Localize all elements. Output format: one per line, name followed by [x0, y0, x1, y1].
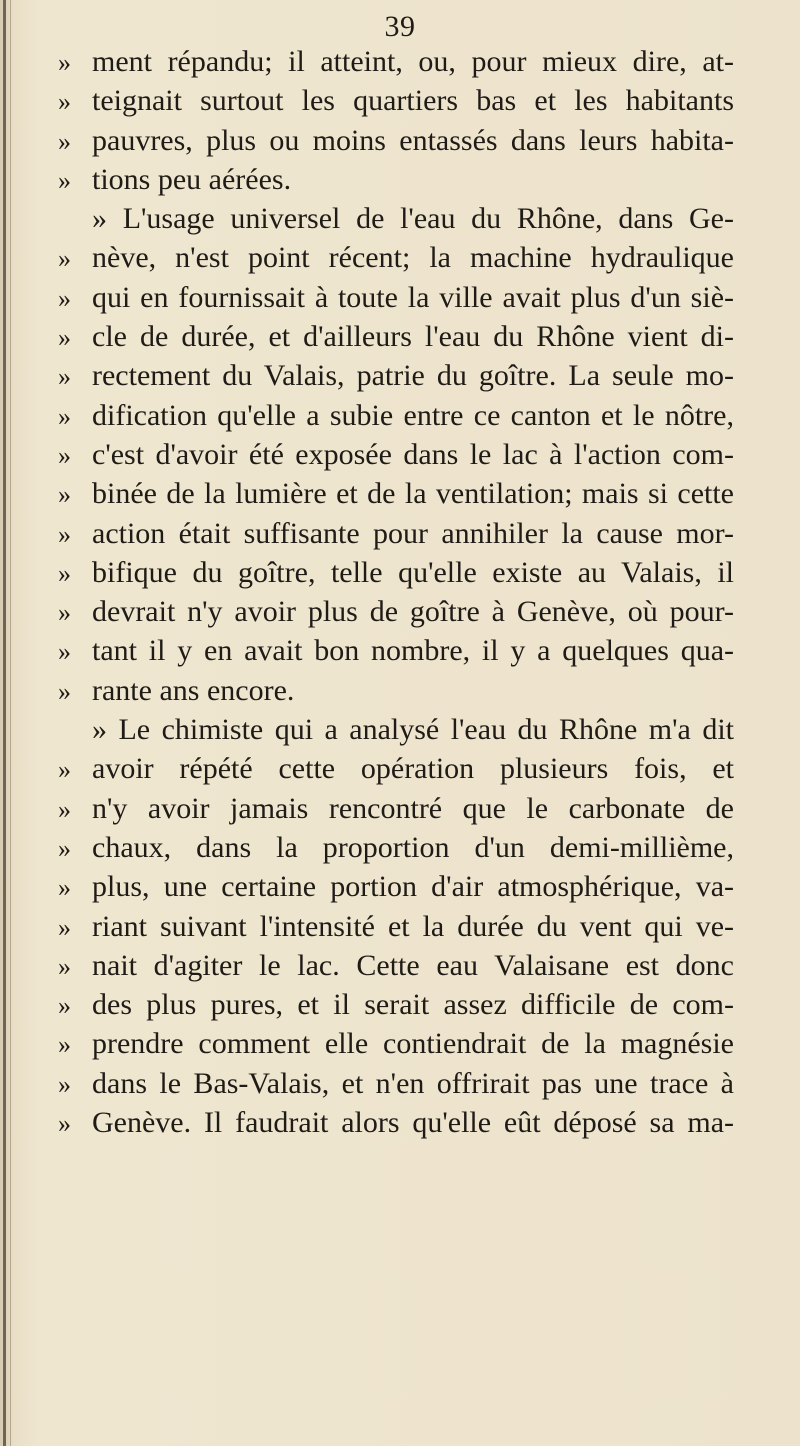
text-line: [54, 553, 734, 592]
line-text: tions peu aérées.: [92, 162, 292, 196]
text-line: [54, 749, 734, 788]
quote-mark: »: [58, 598, 71, 628]
quote-mark: »: [58, 401, 71, 431]
line-text: plus, une certaine portion d'air atmosphérique, va-: [92, 870, 734, 904]
quote-mark: »: [58, 1109, 71, 1139]
quote-mark: »: [58, 912, 71, 942]
line-text: pauvres, plus ou moins entassés dans leurs habita-: [92, 123, 734, 157]
quote-mark: »: [58, 362, 71, 392]
text-line: [54, 631, 734, 670]
text-line: [54, 474, 734, 513]
text-line: [54, 278, 734, 317]
text-line: [54, 356, 734, 395]
line-text: qui en fournissait à toute la ville avait plus d'un siè-: [92, 280, 734, 314]
quote-mark: »: [58, 755, 71, 785]
quote-mark: »: [58, 1030, 71, 1060]
line-text: rectement du Valais, patrie du goître. La seule mo-: [92, 359, 734, 393]
page-number: 39: [384, 10, 416, 43]
quote-mark: »: [58, 244, 71, 274]
text-line: [54, 514, 734, 553]
line-text: binée de la lumière et de la ventilation; mais si cette: [92, 477, 734, 511]
text-line: [54, 81, 734, 120]
text-line: [54, 42, 734, 81]
line-text: dification qu'elle a subie entre ce canton et le nôtre,: [92, 398, 734, 432]
quote-mark: »: [58, 519, 71, 549]
binding-edge: [3, 0, 6, 1446]
text-line: [54, 671, 734, 710]
quote-mark: »: [58, 1069, 71, 1099]
quote-mark: »: [58, 323, 71, 353]
line-text: prendre comment elle contiendrait de la magnésie: [92, 1027, 734, 1061]
quote-mark: »: [58, 676, 71, 706]
text-line: [54, 1024, 734, 1063]
text-line: [54, 1103, 734, 1142]
text-line: [54, 828, 734, 867]
line-text: ment répandu; il atteint, ou, pour mieux dire, at-: [92, 45, 734, 78]
body-text: [54, 42, 734, 1142]
quote-mark: »: [58, 165, 71, 195]
text-line: [54, 985, 734, 1024]
quote-mark: »: [58, 794, 71, 824]
text-line: [54, 867, 734, 906]
line-text: bifique du goître, telle qu'elle existe au Valais, il: [92, 555, 734, 589]
line-text: action était suffisante pour annihiler la cause mor-: [92, 516, 734, 550]
line-text: devrait n'y avoir plus de goître à Genève, où pour-: [92, 595, 734, 629]
quote-mark: »: [58, 833, 71, 863]
line-text: n'y avoir jamais rencontré que le carbonate de: [92, 791, 734, 825]
quote-mark: »: [58, 48, 71, 77]
line-text: tant il y en avait bon nombre, il y a quelques qua-: [92, 634, 734, 668]
text-line: [54, 160, 734, 199]
line-text: nève, n'est point récent; la machine hydraulique: [92, 241, 734, 275]
quote-mark: »: [58, 991, 71, 1021]
line-text: rante ans encore.: [92, 673, 295, 707]
text-line: [54, 238, 734, 277]
quote-mark: »: [58, 951, 71, 981]
binding-shadow: [10, 0, 11, 1446]
quote-mark: »: [58, 87, 71, 117]
text-line: [54, 317, 734, 356]
line-text: cle de durée, et d'ailleurs l'eau du Rhône vient di-: [92, 320, 734, 354]
quote-mark: »: [58, 873, 71, 903]
quote-mark: »: [58, 558, 71, 588]
line-text: » L'usage universel de l'eau du Rhône, dans Ge-: [92, 202, 734, 236]
line-text: teignait surtout les quartiers bas et les habitants: [92, 84, 734, 118]
line-text: Genève. Il faudrait alors qu'elle eût déposé sa ma-: [92, 1106, 734, 1140]
quote-mark: »: [58, 126, 71, 156]
line-text: des plus pures, et il serait assez difficile de com-: [92, 988, 734, 1022]
quote-mark: »: [58, 637, 71, 667]
text-line: [54, 1064, 734, 1103]
quote-mark: »: [58, 440, 71, 470]
text-line: [54, 710, 734, 749]
text-line: [54, 435, 734, 474]
line-text: avoir répété cette opération plusieurs fois, et: [92, 752, 734, 786]
line-text: dans le Bas-Valais, et n'en offrirait pas une trace à: [92, 1066, 734, 1100]
text-line: [54, 789, 734, 828]
line-text: nait d'agiter le lac. Cette eau Valaisane est donc: [92, 948, 734, 982]
text-line: [54, 946, 734, 985]
text-line: [54, 592, 734, 631]
line-text: » Le chimiste qui a analysé l'eau du Rhône m'a dit: [92, 713, 734, 747]
text-line: [54, 121, 734, 160]
line-text: c'est d'avoir été exposée dans le lac à l'action com-: [92, 437, 734, 471]
quote-mark: »: [58, 480, 71, 510]
line-text: chaux, dans la proportion d'un demi-millième,: [92, 830, 734, 864]
text-line: [54, 907, 734, 946]
quote-mark: »: [58, 283, 71, 313]
text-line: [54, 199, 734, 238]
text-line: [54, 396, 734, 435]
line-text: riant suivant l'intensité et la durée du vent qui ve-: [92, 909, 734, 943]
